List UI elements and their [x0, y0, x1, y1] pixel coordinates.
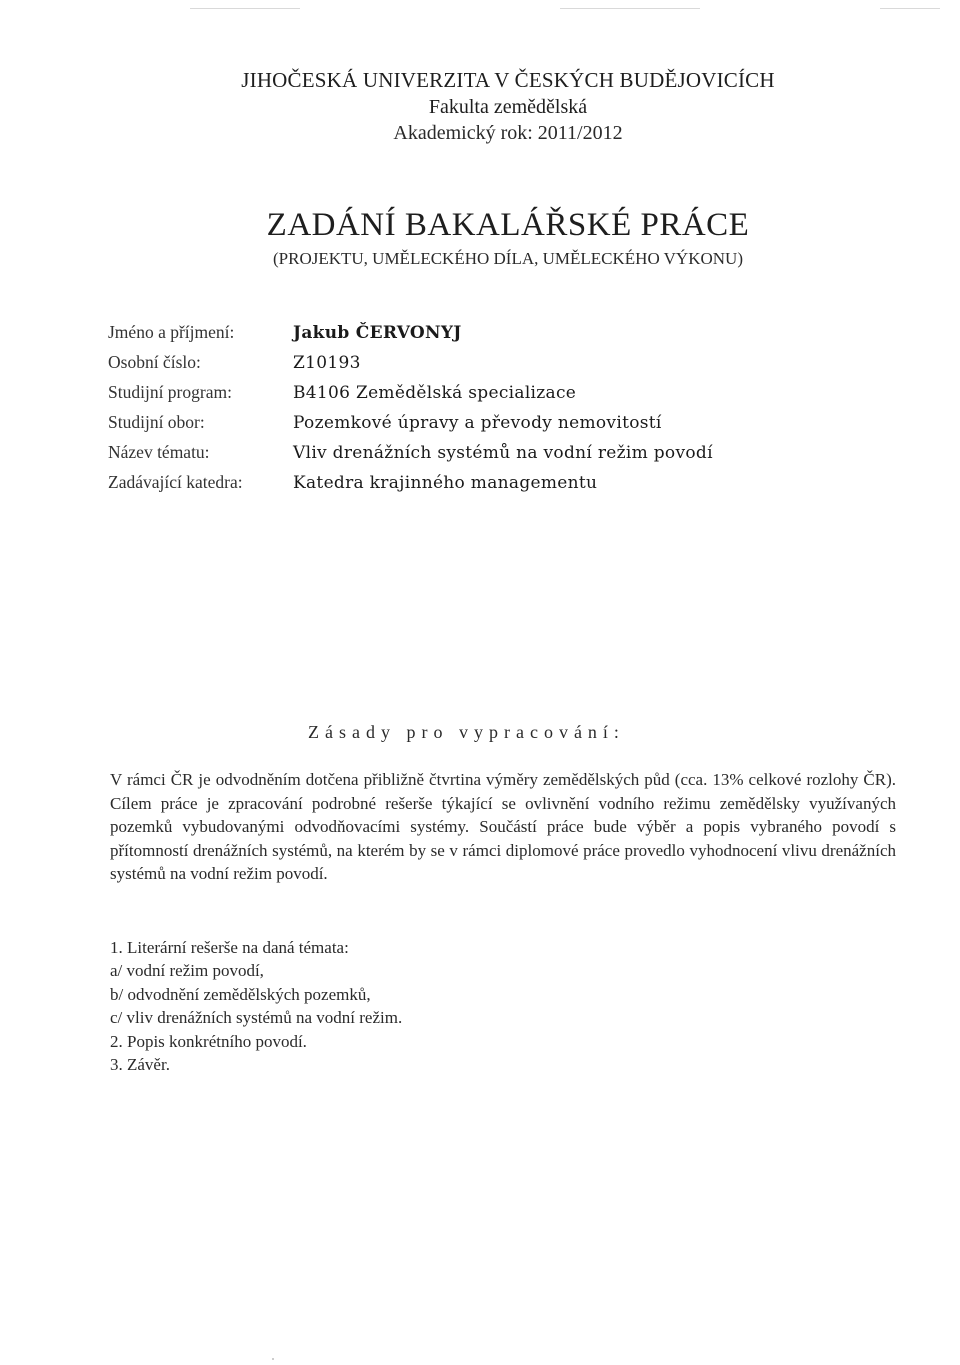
scan-artifact-line	[880, 8, 940, 9]
document-title	[0, 205, 960, 271]
list-item: 2. Popis konkrétního povodí.	[110, 1031, 307, 1051]
scan-speck	[272, 1358, 274, 1360]
info-value: B4106 Zemědělská specializace	[293, 383, 577, 403]
info-label: Studijní program:	[108, 382, 232, 402]
info-value: Z10193	[293, 353, 361, 373]
scan-artifact-line	[190, 8, 300, 9]
task-list	[110, 936, 402, 1076]
section-paragraph: V rámci ČR je odvodněním dotčena přibližně čtvrtina výměry zemědělských půd (cca. 13% celkové rozlohy ČR). Cílem práce je zpracování podrobné rešerše týkající se ovlivnění vodního režimu zemědělsky využívaných pozemků vybudovanými odvodňovacími systémy. Součástí práce bude výběr a popis vybraného povodí s přítomností drenážních systémů, na kterém by se v rámci diplomové práce provedlo vyhodnocení vlivu drenážních systémů na vodní režim povodí.	[110, 770, 896, 883]
scan-artifact-line	[560, 8, 700, 9]
info-value: Jakub ČERVONYJ	[293, 323, 462, 343]
list-item: a/ vodní režim povodí,	[110, 961, 264, 981]
list-item: c/ vliv drenážních systémů na vodní režim.	[110, 1008, 403, 1028]
document-header	[0, 66, 960, 146]
info-label: Název tématu:	[108, 442, 210, 462]
title-subtitle: (PROJEKTU, UMĚLECKÉHO DÍLA, UMĚLECKÉHO VÝKONU)	[273, 249, 743, 268]
list-item: 1. Literární rešerše na daná témata:	[110, 938, 349, 957]
university-name: JIHOČESKÁ UNIVERZITA V ČESKÝCH BUDĚJOVICÍCH	[241, 68, 775, 92]
list-item: b/ odvodnění zemědělských pozemků,	[110, 984, 371, 1004]
info-label: Studijní obor:	[108, 412, 205, 432]
info-row-id	[108, 352, 713, 382]
info-value: Pozemkové úpravy a převody nemovitostí	[293, 413, 662, 433]
academic-year: Akademický rok: 2011/2012	[393, 122, 623, 144]
info-value: Katedra krajinného managementu	[293, 473, 598, 493]
info-label: Zadávající katedra:	[108, 472, 243, 492]
section-title: Zásady pro vypracování:	[308, 722, 625, 742]
info-row-topic	[108, 442, 713, 472]
faculty-name: Fakulta zemědělská	[428, 96, 588, 118]
list-item: 3. Závěr.	[110, 1055, 170, 1075]
info-value: Vliv drenážních systémů na vodní režim povodí	[293, 443, 713, 463]
info-row-field	[108, 412, 713, 442]
student-info	[108, 322, 713, 502]
info-row-program	[108, 382, 713, 412]
info-row-name	[108, 322, 713, 352]
info-label: Jméno a příjmení:	[108, 322, 235, 342]
title-main: ZADÁNÍ BAKALÁŘSKÉ PRÁCE	[266, 207, 750, 243]
info-label: Osobní číslo:	[108, 352, 201, 372]
info-row-department	[108, 472, 713, 502]
